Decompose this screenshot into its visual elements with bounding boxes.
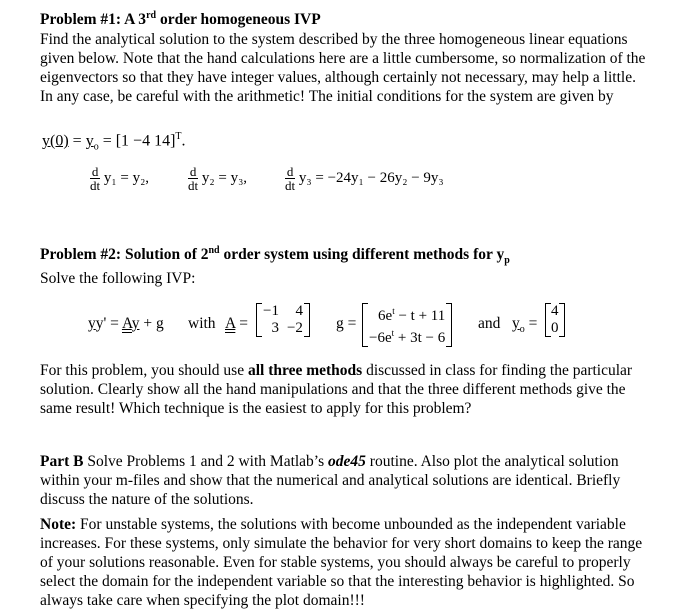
- initial-condition: $y(0) = y_o = [1 -4$ 14]$^T$.: [42, 131, 186, 153]
- ode-equation-3: $\frac{d}{dt}$ y₃ = −24y₁ − 26y₂ − 9y₃: [285, 164, 444, 193]
- ivp-ode: yy' = Ay + g: [88, 315, 164, 332]
- ode-equation-1: $\frac{d}{dt}$ y₁ = y₂,: [90, 164, 150, 193]
- note: Note: For unstable systems, the solutions with become unbounded as the independent variable increases. For these systems, only simulate the behavior for very short domains to keep the range of your solutions reasonable. Even for stable systems, you should always be careful to properly select the domain for the independent variable so that the interesting behavior is highlighted. So always take care when specifying the plot domain!!!: [40, 516, 643, 609]
- problem2-body: For this problem, you should use all three methods discussed in class for finding the particular solution. Clearly show all the hand manipulations and that the three different methods give the same result! Which technique is the easiest to apply for this problem?: [40, 362, 633, 417]
- vector-g: $6e^t - t + 11$ $-6e^t + 3t - 6$: [362, 303, 452, 347]
- and-label: and: [478, 315, 501, 332]
- problem2-solve: Solve the following IVP:: [40, 270, 196, 287]
- problem1-body: Find the analytical solution to the system described by the three homogeneous linear equations given below. Note that the hand calculations here are a little cumbersome, so normalization of the eigenvectors so that they have integer values, although certainly not necessary, may help a little. In any case, be careful with the arithmetic! The initial conditions for the system are given by: [40, 31, 646, 105]
- with-label: with: [188, 315, 216, 332]
- vector-y0: 4 0: [545, 303, 565, 337]
- vector-g-label: g =: [336, 315, 357, 332]
- matrix-a: −1 4 3 −2: [256, 303, 310, 337]
- y0-label: $y_o$ =: [512, 315, 538, 336]
- part-b: Part B Solve Problems 1 and 2 with Matlab’s ode45 routine. Also plot the analytical solution within your m-files and show that the numerical and analytical solutions are identical. Briefly discuss the nature of the solutions.: [40, 453, 621, 508]
- ode-equation-2: $\frac{d}{dt}$ y₂ = y₃,: [188, 164, 248, 193]
- problem2-title: Problem #2: Solution of 2nd order system using different methods for $y_p$: [40, 245, 510, 267]
- matrix-a-label: A =: [225, 315, 248, 332]
- problem1-title: Problem #1: A 3rd order homogeneous IVP: [40, 10, 321, 29]
